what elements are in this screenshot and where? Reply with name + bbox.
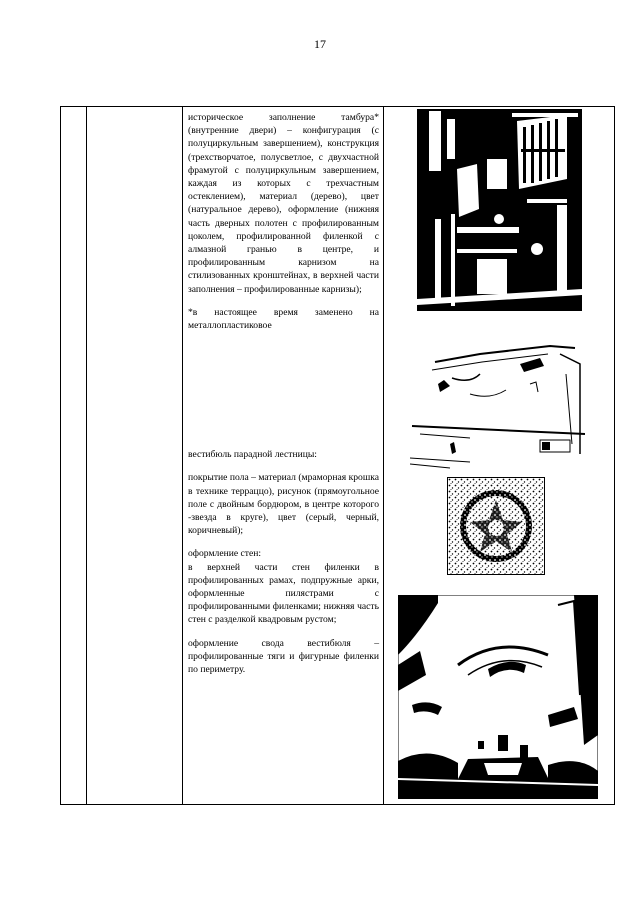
element-type-cell: [87, 107, 183, 805]
photo-vestibule-vault: [398, 595, 598, 799]
table-row: [61, 107, 615, 805]
photo-door-detail: [410, 334, 585, 474]
paragraph-vault-decoration: оформление свода вестибюля – профилированные тяги и фигурные филенки по периметру.: [188, 637, 379, 676]
photo-terrazzo-floor: [447, 477, 545, 575]
paragraph-wall-decoration: в верхней части стен филенки в профилированных рамах, подпружные арки, оформленные пилястрами с профилированными филенками; нижняя часть стен с разделкой квадровым рустом;: [188, 561, 379, 626]
description-text: [183, 107, 383, 676]
description-cell: [183, 107, 384, 805]
paragraph-staircase-vestibule: вестибюль парадной лестницы:: [188, 449, 317, 461]
paragraph-vestibule-doors: историческое заполнение тамбура* (внутренние двери) – конфигурация (с полуциркульным завершением), конструкция (трехстворчатое, полусветлое, с двухчастной фрамугой с полуциркульным завершением, каждая из которых с трехчастным остеклением), материал (дерево), цвет (натуральное дерево), оформление (нижняя часть дверных полотен с профилированным цоколем, профилированной филенкой с алмазной гранью в центре, и профилированным карнизом на стилизованных кронштейнах, в верхней части заполнения – профилированные карнизы);: [188, 112, 379, 295]
paragraph-floor-covering: покрытие пола – материал (мраморная крошка в технике терраццо), рисунок (прямоугольное поле с двойным бордюром, в центре которого -звезда в круге), цвет (серый, черный, коричневый);: [188, 472, 379, 537]
photo-cell: [384, 107, 615, 805]
protection-subject-table: [60, 106, 615, 805]
page-number: 17: [314, 37, 326, 51]
photo-vestibule-doors: [417, 109, 582, 311]
paragraph-replacement-note: *в настоящее время заменено на металлопластиковое: [188, 306, 379, 332]
number-cell: [61, 107, 87, 805]
paragraph-wall-heading: оформление стен:: [188, 548, 262, 560]
